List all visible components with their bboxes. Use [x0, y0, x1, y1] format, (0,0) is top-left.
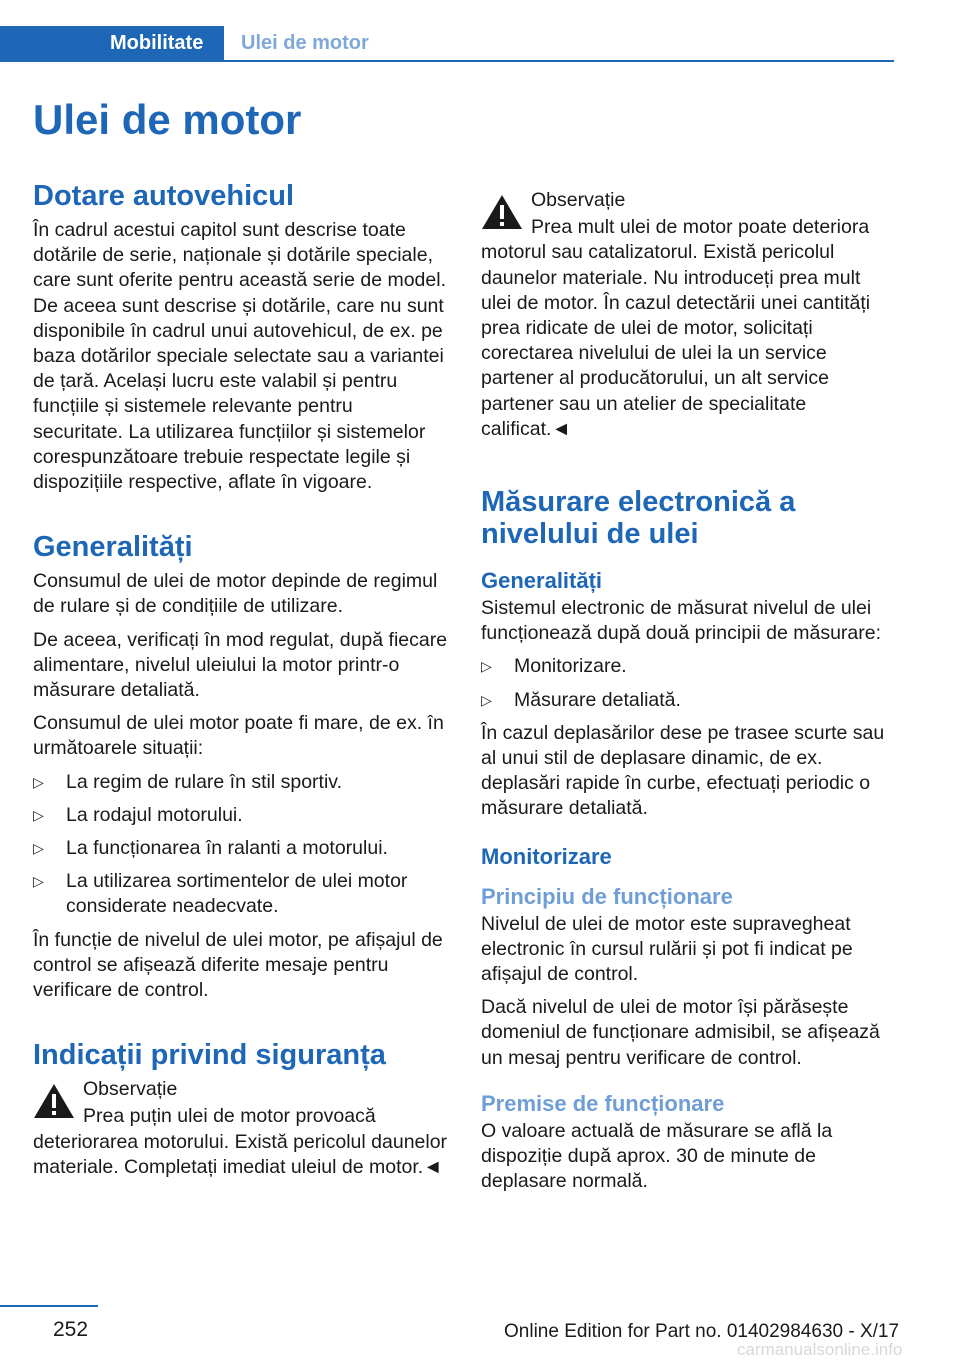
paragraph: Dacă nivelul de ulei de motor își părăsește domeniul de funcționare admisibil, se afișează un mesaj pentru verificare de control.	[481, 996, 880, 1069]
warning-triangle-icon	[481, 194, 523, 230]
watermark: carmanualsonline.info	[737, 1340, 903, 1359]
triangle-bullet-icon: ▷	[33, 773, 44, 790]
right-column	[481, 188, 896, 1202]
header-rule	[0, 60, 894, 62]
paragraph: Sistemul electronic de măsurat nivelul de ulei funcționează după două principii de măsurare:	[481, 597, 882, 645]
section-title-indicatii: Indicații privind siguranța	[33, 1039, 386, 1072]
consumption-list	[33, 770, 448, 920]
header-tab-mobilitate[interactable]	[0, 26, 224, 62]
subsection-title-premise: Premise de funcționare	[481, 1090, 725, 1116]
triangle-bullet-icon: ▷	[33, 806, 44, 823]
measurement-list	[481, 654, 896, 712]
page-title: Ulei de motor	[33, 96, 302, 143]
warning-title: Observație	[531, 189, 626, 211]
paragraph: Nivelul de ulei de motor este supravegheat electronic în cursul rulării și pot fi indicat pe afișajul de control.	[481, 912, 853, 986]
paragraph: În cazul deplasărilor dese pe trasee scurte sau al unui stil de deplasare dinamic, de ex. deplasări rapide în curbe, efectuați periodic o măsurare detaliată.	[481, 721, 885, 820]
edition-note: Online Edition for Part no. 01402984630 - X/17	[504, 1321, 900, 1342]
subsection-title-principiu: Principiu de funcționare	[481, 883, 733, 909]
warning-triangle-icon	[33, 1083, 75, 1119]
list-item: ▷ Măsurare detaliată.	[481, 688, 896, 713]
warning-text: Prea puțin ulei de motor provoacă deteriorarea motorului. Există pericolul daunelor materiale. Completați imediat uleiul de motor.◄	[33, 1105, 448, 1178]
section-title-generalitati: Generalități	[33, 531, 193, 564]
list-item: ▷ La regim de rulare în stil sportiv.	[33, 770, 448, 795]
list-item: ▷ La rodajul motorului.	[33, 803, 448, 828]
footer-rule	[0, 1305, 98, 1307]
header-tab-mobilitate-label: Mobilitate	[110, 32, 204, 54]
paragraph: Consumul de ulei de motor depinde de regimul de rulare și de condițiile de utilizare.	[33, 570, 438, 618]
paragraph: În funcție de nivelul de ulei motor, pe afișajul de control se afișează diferite mesaje pentru verificare de control.	[33, 928, 443, 1002]
triangle-bullet-icon: ▷	[33, 873, 44, 890]
section-title-dotare: Dotare autovehicul	[33, 180, 295, 212]
left-column	[33, 180, 448, 1180]
subsection-title-monitorizare: Monitorizare	[481, 843, 612, 869]
paragraph: O valoare actuală de măsurare se află la dispoziție după aprox. 30 de minute de deplasare normală.	[481, 1119, 833, 1193]
subsection-title-generalitati: Generalități	[481, 568, 603, 594]
warning-title: Observație	[83, 1078, 178, 1101]
paragraph: De aceea, verificați în mod regulat, după fiecare alimentare, nivelul uleiului la motor printr-o măsurare detaliată.	[33, 628, 448, 702]
header-tab-ulei-de-motor[interactable]: Ulei de motor	[241, 32, 369, 54]
triangle-bullet-icon: ▷	[481, 658, 492, 675]
paragraph: În cadrul acestui capitol sunt descrise toate dotările de serie, naționale și dotările speciale, care sunt oferite pentru această serie de model. De aceea sunt descrise și dotările, care nu sunt disponibile în cadrul unui autovehicul, de ex. pe baza dotărilor speciale selectate sau a variantei de țară. Același lucru este valabil și pentru funcțiile și sistemele relevante pentru securitate. La utilizarea funcțiilor și sistemelor corespunzătoare trebuie respectate legile și dispozițiile respective, aflate în vigoare.	[33, 219, 446, 494]
warning-text: Prea mult ulei de motor poate deteriora motorul sau catalizatorul. Există pericolul daunelor materiale. Nu introduceți prea mult ulei de motor. În cazul detectării unei cantități prea ridicate de ulei de motor, solicitați corectarea nivelului de ulei la un service partener al producătorului, un alt service partener sau un atelier de specialitate calificat.◄	[481, 216, 871, 440]
list-item: ▷ La funcționarea în ralanti a motorului.	[33, 836, 448, 861]
running-header	[0, 26, 894, 62]
paragraph: Consumul de ulei motor poate fi mare, de ex. în următoarele situații:	[33, 712, 444, 760]
list-item: ▷ Monitorizare.	[481, 654, 896, 679]
triangle-bullet-icon: ▷	[481, 691, 492, 708]
section-title-masurare: Măsurare electronică a nivelului de ulei	[481, 486, 796, 551]
list-item: ▷ La utilizarea sortimentelor de ulei motor considerate neadecvate.	[33, 870, 408, 918]
warning-note	[33, 1077, 448, 1180]
warning-note	[481, 188, 896, 442]
page-number: 252	[53, 1318, 89, 1341]
triangle-bullet-icon: ▷	[33, 840, 44, 857]
